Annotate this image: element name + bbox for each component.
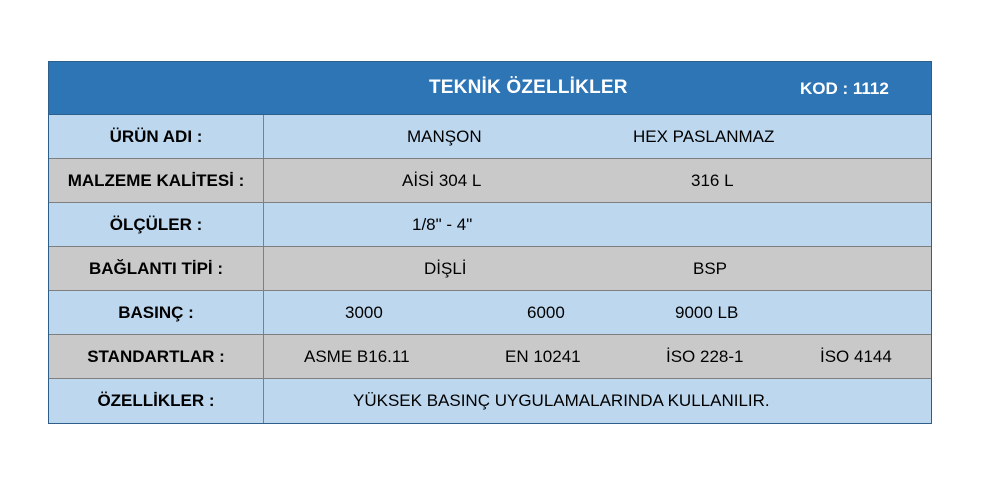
row-label: ÜRÜN ADI : [49,115,264,158]
row-value: 1/8" - 4" [412,214,473,234]
row-label: ÖZELLİKLER : [49,379,264,423]
row-value: AİSİ 304 L [402,170,482,190]
row-label: BAĞLANTI TİPİ : [49,247,264,290]
row-label: MALZEME KALİTESİ : [49,159,264,202]
row-label: BASINÇ : [49,291,264,334]
row-value: MANŞON [407,126,482,146]
table-row-product-name [49,115,931,159]
row-value: YÜKSEK BASINÇ UYGULAMALARINDA KULLANILIR. [353,391,770,410]
row-value: İSO 4144 [820,346,892,366]
row-label: ÖLÇÜLER : [49,203,264,246]
product-code: KOD : 1112 [800,79,889,98]
row-label: STANDARTLAR : [49,335,264,378]
table-row-pressure [49,291,931,335]
row-value: 6000 [527,302,565,322]
row-value: 9000 LB [675,302,739,322]
table-row-connection-type [49,247,931,291]
row-value: BSP [693,258,728,278]
table-row-standards [49,335,931,379]
row-value: 3000 [345,302,383,322]
table-row-material-grade [49,159,931,203]
row-value: 316 L [691,170,734,190]
row-value: HEX PASLANMAZ [633,126,775,146]
table-header [49,62,931,115]
row-value: EN 10241 [505,346,581,366]
table-title: TEKNİK ÖZELLİKLER [429,77,628,98]
row-value: ASME B16.11 [304,346,410,366]
table-row-features [49,379,931,423]
spec-table [48,61,932,424]
table-row-dimensions [49,203,931,247]
row-value: DİŞLİ [424,258,467,278]
row-value: İSO 228-1 [666,346,744,366]
